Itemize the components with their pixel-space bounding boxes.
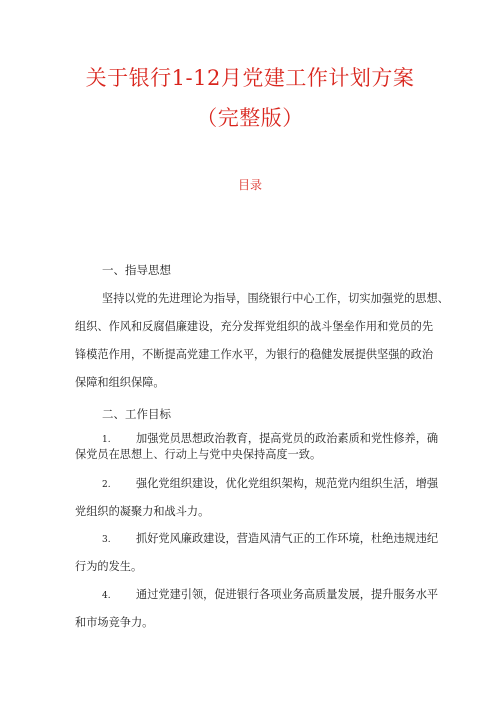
goal-item-number: 2. bbox=[102, 480, 111, 490]
paragraph-line: 保障和组织保障。 bbox=[75, 376, 165, 389]
goal-item-number: 4. bbox=[102, 591, 111, 601]
goal-item-3 bbox=[75, 531, 439, 587]
section-1-paragraph bbox=[75, 291, 449, 403]
goal-item-4 bbox=[75, 587, 439, 643]
goal-item-2 bbox=[75, 476, 439, 532]
goal-item-line bbox=[75, 587, 439, 615]
goal-item-line: 行为的发生。 bbox=[75, 560, 143, 573]
goal-item-number: 1. bbox=[102, 435, 111, 445]
goal-item-line bbox=[75, 476, 439, 504]
goal-item-line bbox=[75, 531, 439, 559]
document-title-line-2: （完整版） bbox=[196, 106, 304, 130]
goal-item-text: 通过党建引领，促进银行各项业务高质量发展，提升服务水平 bbox=[136, 588, 439, 601]
section-2-heading: 二、工作目标 bbox=[102, 407, 171, 421]
paragraph-line: 锋模范作用，不断提高党建工作水平，为银行的稳健发展提供坚强的政治 bbox=[75, 348, 434, 361]
goal-item-number: 3. bbox=[102, 535, 111, 545]
goal-item-text: 强化党组织建设，优化党组织架构，规范党内组织生活，增强 bbox=[136, 477, 439, 490]
section-1-heading: 一、指导思想 bbox=[102, 263, 171, 277]
goal-item-line bbox=[75, 431, 439, 447]
paragraph-line: 组织、作风和反腐倡廉建设，充分发挥党组织的战斗堡垒作用和党员的先 bbox=[75, 320, 434, 333]
goal-item-text: 加强党员思想政治教育，提高党员的政治素质和党性修养，确 bbox=[136, 432, 439, 445]
goal-item-1 bbox=[75, 431, 439, 463]
document-title-line-1: 关于银行1-12月党建工作计划方案 bbox=[85, 66, 415, 90]
toc-label: 目录 bbox=[237, 178, 262, 192]
paragraph-line: 坚持以党的先进理论为指导，围绕银行中心工作，切实加强党的思想、 bbox=[102, 292, 449, 305]
goal-item-line: 和市场竞争力。 bbox=[75, 616, 154, 629]
goal-item-line: 保党员在思想上、行动上与党中央保持高度一致。 bbox=[75, 448, 322, 461]
goal-item-text: 抓好党风廉政建设，营造风清气正的工作环境，杜绝违规违纪 bbox=[136, 532, 439, 545]
goal-item-line: 党组织的凝聚力和战斗力。 bbox=[75, 505, 210, 518]
